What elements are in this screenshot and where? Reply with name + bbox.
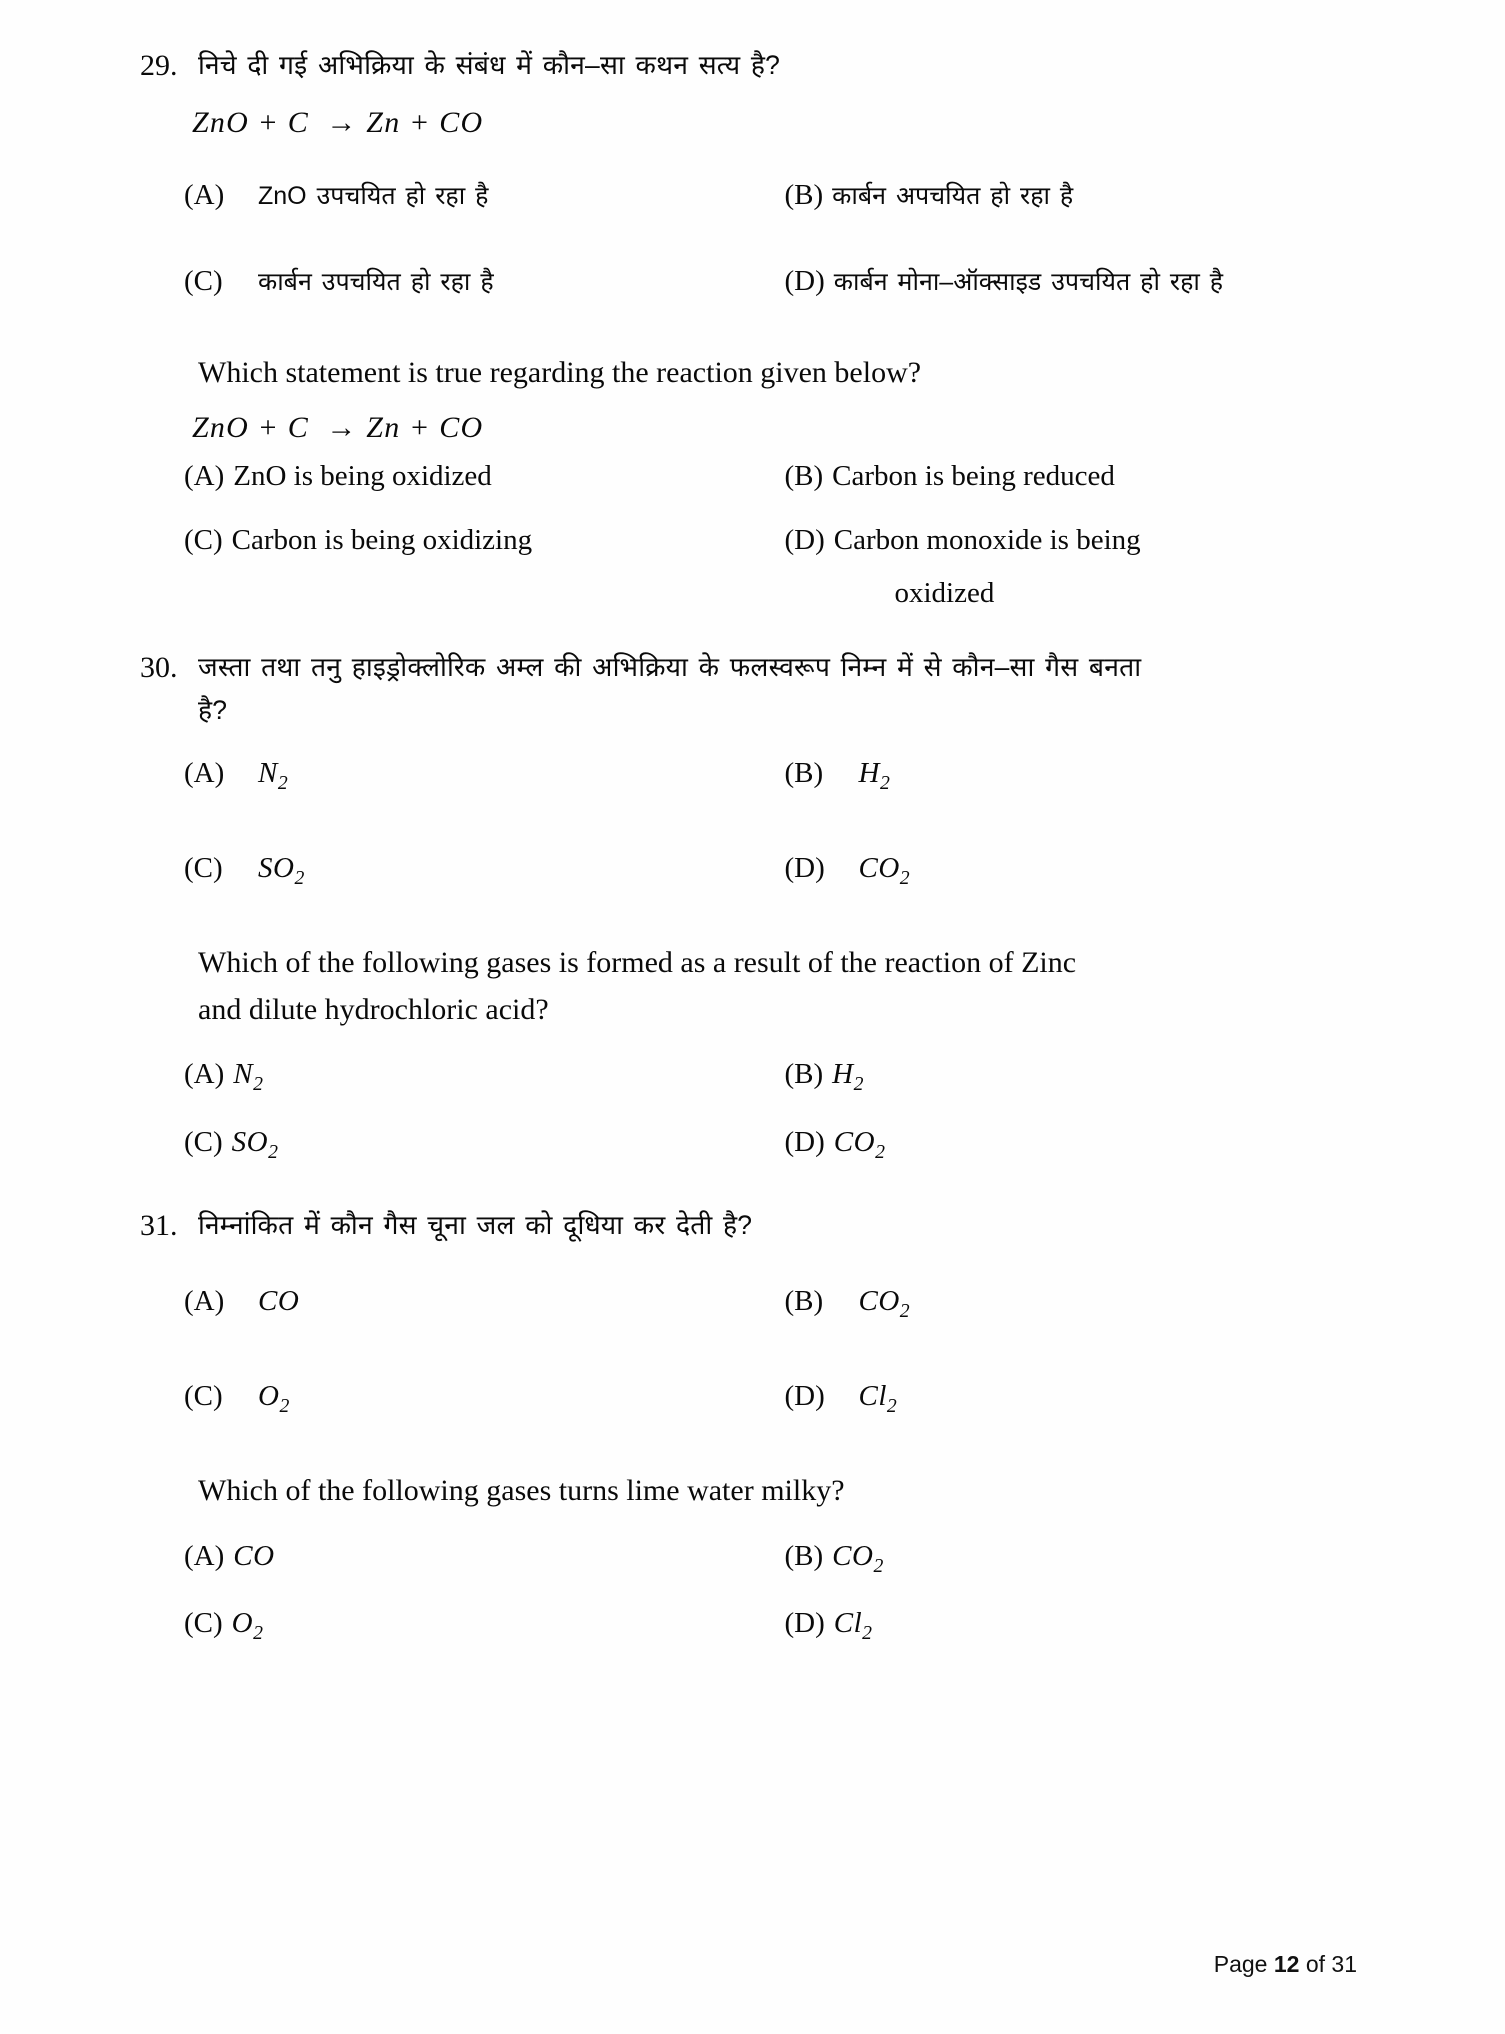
option-formula-c: $SO_2$ — [231, 1125, 279, 1163]
option-label-b: (B) — [784, 1284, 824, 1317]
question-31-hindi-option-b[interactable] — [785, 1278, 1366, 1327]
option-text-b: कार्बन अपचयित हो रहा है — [832, 181, 1074, 210]
question-31-hindi-option-d[interactable] — [785, 1373, 1366, 1422]
option-label-b: (B) — [784, 1058, 824, 1091]
option-label-a: (A) — [184, 459, 225, 492]
option-label-c: (C) — [184, 1607, 223, 1640]
option-formula-a: $N_2$ — [258, 756, 289, 794]
option-formula-c: $SO_2$ — [258, 852, 305, 889]
option-label-c: (C) — [184, 1125, 223, 1158]
question-30-english-option-b[interactable] — [785, 1051, 1366, 1100]
question-29-number: 29. — [140, 49, 178, 82]
question-29-english-equation: ZnO + C → Zn + CO — [192, 410, 484, 444]
question-29-english-option-b[interactable] — [785, 453, 1366, 499]
option-formula-d: $CO_2$ — [858, 852, 911, 889]
question-30-english-option-d[interactable] — [785, 1119, 1366, 1168]
option-label-c: (C) — [184, 264, 223, 297]
question-31-english-option-a[interactable] — [184, 1533, 775, 1582]
question-31-english-options-row-1 — [184, 1533, 1365, 1588]
question-29-hindi-equation: ZnO + C → Zn + CO — [192, 105, 484, 139]
question-29-english-option-a[interactable] — [184, 453, 775, 499]
option-label-c: (C) — [184, 852, 223, 885]
option-formula-b: $CO_2$ — [858, 1284, 911, 1322]
question-30-english-stem-line-1: Which of the following gases is formed as a result of the reaction of Zinc — [198, 946, 1077, 980]
question-29-english-stem: Which statement is true regarding the reaction given below? — [198, 356, 922, 390]
option-label-a: (A) — [184, 756, 225, 789]
question-30-hindi-stem-line-1: जस्ता तथा तनु हाइड्रोक्लोरिक अम्ल की अभिक्रिया के फलस्वरूप निम्न में से कौन–सा गैस बनता — [198, 651, 1142, 682]
question-31-english-option-c[interactable] — [184, 1600, 775, 1649]
question-30-english-options-row-1 — [184, 1051, 1365, 1106]
option-label-b: (B) — [784, 756, 824, 789]
question-31-english-options-row-2 — [184, 1600, 1365, 1655]
option-formula-d: $CO_2$ — [833, 1125, 886, 1163]
option-text-a: ZnO is being oxidized — [233, 459, 492, 492]
option-formula-a: CO — [258, 1284, 300, 1317]
question-30-hindi-option-d[interactable] — [785, 845, 1366, 894]
question-29-hindi-option-d[interactable] — [785, 258, 1366, 304]
option-label-d: (D) — [784, 264, 825, 297]
option-label-a: (A) — [184, 1058, 225, 1091]
footer-middle: of — [1305, 1951, 1326, 1977]
question-29-english-option-c[interactable] — [184, 517, 775, 563]
option-label-d: (D) — [784, 524, 825, 557]
question-30-hindi-stem-row — [140, 646, 1365, 732]
question-31-hindi-option-c[interactable] — [184, 1373, 775, 1422]
option-label-b: (B) — [784, 1539, 824, 1572]
question-30-english-option-a[interactable] — [184, 1051, 775, 1100]
question-31-hindi-option-a[interactable] — [184, 1278, 775, 1327]
option-formula-b: $H_2$ — [858, 756, 891, 794]
option-label-b: (B) — [784, 178, 824, 211]
question-29-hindi-options-row-2 — [184, 258, 1365, 310]
option-label-d: (D) — [784, 852, 825, 885]
option-label-a: (A) — [184, 178, 225, 211]
option-label-a: (A) — [184, 1539, 225, 1572]
option-text-a: ZnO उपचयित हो रहा है — [258, 181, 489, 210]
question-29-hindi-stem: निचे दी गई अभिक्रिया के संबंध में कौन–सा कथन सत्य है? — [198, 50, 781, 80]
page-content — [140, 44, 1365, 1668]
question-30-hindi-option-b[interactable] — [785, 750, 1366, 799]
option-formula-b: $CO_2$ — [832, 1539, 884, 1577]
question-30-english-stem-line-2: and dilute hydrochloric acid? — [198, 992, 549, 1026]
option-label-c: (C) — [184, 1380, 223, 1413]
option-label-d: (D) — [784, 1380, 825, 1413]
option-text-d: कार्बन मोना–ऑक्साइड उपचयित हो रहा है — [833, 267, 1224, 296]
option-label-b: (B) — [784, 459, 824, 492]
question-29-hindi-option-a[interactable] — [184, 172, 775, 218]
question-30-number: 30. — [140, 650, 178, 684]
option-text-c: कार्बन उपचयित हो रहा है — [258, 267, 494, 296]
question-31-hindi-options-row-2 — [184, 1373, 1365, 1428]
option-label-d: (D) — [784, 1125, 825, 1158]
question-31 — [140, 1204, 1365, 1655]
question-29-hindi-option-b[interactable] — [785, 172, 1366, 218]
page-footer — [1214, 1951, 1357, 1978]
option-formula-d: $Cl_2$ — [833, 1607, 873, 1644]
question-29-hindi-stem-row — [140, 44, 1365, 88]
option-formula-b: $H_2$ — [832, 1058, 864, 1096]
footer-prefix: Page — [1213, 1951, 1268, 1977]
question-29 — [140, 44, 1365, 616]
option-formula-a: $N_2$ — [233, 1058, 264, 1096]
question-31-english-stem: Which of the following gases turns lime water milky? — [198, 1474, 845, 1508]
question-30-hindi-stem-line-2: है? — [198, 694, 228, 725]
question-31-number: 31. — [140, 1209, 178, 1243]
option-formula-a: CO — [233, 1539, 275, 1572]
question-31-english-option-d[interactable] — [785, 1600, 1366, 1649]
question-30-hindi-option-a[interactable] — [184, 750, 775, 799]
option-text-c: Carbon is being oxidizing — [231, 524, 533, 557]
option-label-d: (D) — [784, 1607, 825, 1640]
question-30-english-options-row-2 — [184, 1119, 1365, 1174]
question-29-english-options-row-2 — [184, 517, 1365, 616]
question-31-english-option-b[interactable] — [785, 1533, 1366, 1582]
option-label-c: (C) — [184, 524, 223, 557]
question-30-hindi-option-c[interactable] — [184, 845, 775, 894]
option-label-a: (A) — [184, 1284, 225, 1317]
option-text-b: Carbon is being reduced — [832, 459, 1115, 492]
option-formula-c: $O_2$ — [231, 1607, 264, 1644]
question-30-hindi-options-row-1 — [184, 750, 1365, 805]
question-31-hindi-stem: निम्नांकित में कौन गैस चूना जल को दूधिया कर देती है? — [198, 1210, 753, 1241]
question-29-english-options-row-1 — [184, 453, 1365, 505]
question-31-hindi-stem-row — [140, 1204, 1365, 1248]
footer-page-number: 12 — [1273, 1951, 1300, 1977]
footer-total-pages: 31 — [1331, 1951, 1357, 1977]
question-29-hindi-option-c[interactable] — [184, 258, 775, 304]
question-31-hindi-options-row-1 — [184, 1278, 1365, 1333]
question-29-english-option-d[interactable] — [785, 517, 1366, 563]
option-formula-c: $O_2$ — [258, 1380, 290, 1417]
question-29-english-option-d-continuation: oxidized — [894, 576, 995, 609]
option-formula-d: $Cl_2$ — [858, 1380, 898, 1417]
question-30-english-option-c[interactable] — [184, 1119, 775, 1168]
option-text-d: Carbon monoxide is being — [833, 524, 1141, 557]
question-30 — [140, 646, 1365, 1174]
question-30-hindi-options-row-2 — [184, 845, 1365, 900]
question-29-hindi-options-row-1 — [184, 172, 1365, 224]
